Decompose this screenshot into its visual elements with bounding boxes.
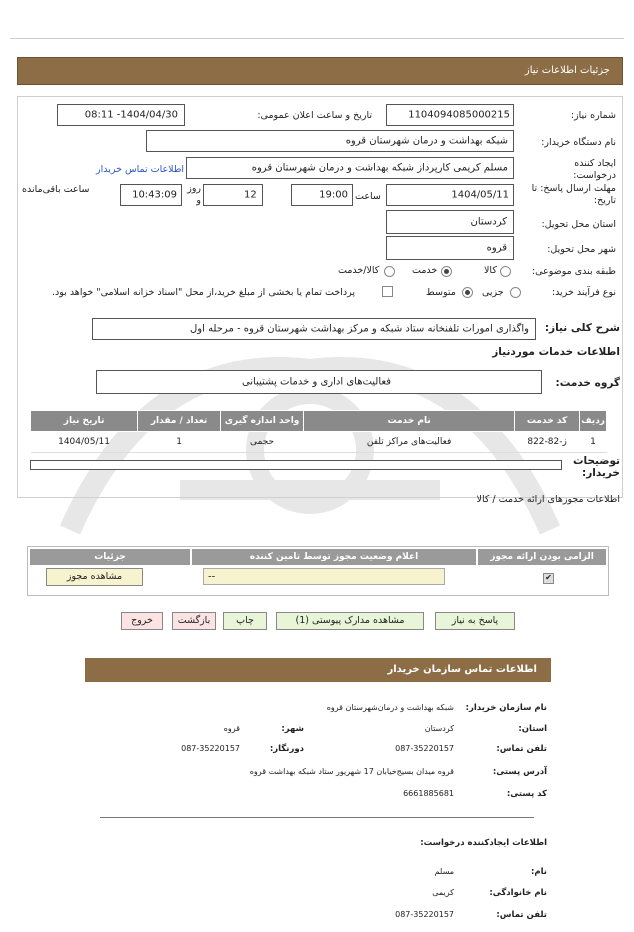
buyer-notes-label: توضیحات خریدار:: [572, 455, 620, 479]
summary-label: شرح کلی نیاز:: [544, 322, 620, 334]
license-col-status: اعلام وضعیت مجوز توسط تامین کننده: [192, 549, 476, 565]
contact-phone-value: 087-35220157: [395, 744, 454, 753]
cell-date: 1404/05/11: [31, 432, 138, 453]
process-option-medium: متوسط: [426, 287, 456, 298]
category-option-both: کالا/خدمت: [338, 265, 380, 276]
contact-address-label: آدرس پستی:: [492, 767, 547, 777]
license-required-checkbox: ✔: [543, 573, 554, 584]
days-label: روز و: [187, 183, 201, 206]
creator-phone-value: 087-35220157: [395, 910, 454, 919]
treasury-checkbox[interactable]: [382, 286, 393, 297]
contact-fax-label: دورنگار:: [269, 744, 304, 754]
contact-phone-label: تلفن تماس:: [496, 744, 547, 754]
buyer-org-label: نام دستگاه خریدار:: [541, 137, 616, 148]
contact-city-value: قروه: [223, 724, 240, 733]
process-minor-radio[interactable]: [510, 287, 521, 298]
service-group-label: گروه خدمت:: [555, 377, 620, 389]
deadline-label: مهلت ارسال پاسخ: تا تاریخ:: [531, 183, 616, 206]
creator-family-label: نام خانوادگی:: [489, 888, 547, 898]
cell-row: 1: [580, 432, 607, 453]
announce-label: تاریخ و ساعت اعلان عمومی:: [257, 110, 372, 121]
exit-button[interactable]: خروج: [121, 612, 163, 630]
province-label: استان محل تحویل:: [541, 219, 616, 230]
contact-province-value: کردستان: [424, 724, 454, 733]
deadline-time-field: 19:00: [291, 184, 353, 206]
contact-org-value: شبکه بهداشت و درمان‌شهرستان قروه: [326, 703, 454, 712]
col-row: ردیف: [580, 411, 607, 432]
process-label: نوع فرآیند خرید:: [551, 287, 616, 298]
contact-title: اطلاعات تماس سازمان خریدار: [387, 664, 537, 675]
contact-city-label: شهر:: [281, 724, 304, 734]
category-option-goods: کالا: [484, 265, 497, 276]
category-both-radio[interactable]: [384, 266, 395, 277]
need-number-field: 1104094085000215: [386, 104, 514, 126]
col-quantity: تعداد / مقدار: [138, 411, 221, 432]
creator-info-title: اطلاعات ایجادکننده درخواست:: [420, 838, 547, 848]
contact-fax-value: 087-35220157: [181, 744, 240, 753]
creator-label: ایجاد کننده درخواست:: [573, 158, 616, 181]
col-unit: واحد اندازه گیری: [221, 411, 304, 432]
buyer-notes-field: [30, 460, 562, 470]
contact-divider: [100, 817, 534, 818]
buyer-org-field: شبکه بهداشت و درمان شهرستان قروه: [146, 130, 514, 152]
contact-postal-value: 6661885681: [403, 789, 454, 798]
print-button[interactable]: چاپ: [223, 612, 267, 630]
license-col-details: جزئیات: [30, 549, 190, 565]
col-code: کد خدمت: [515, 411, 580, 432]
table-row: [31, 432, 607, 453]
license-status-field[interactable]: --: [203, 568, 445, 585]
creator-field: مسلم کریمی کارپرداز شبکه بهداشت و درمان شهرستان قروه: [186, 157, 514, 179]
contact-postal-label: کد پستی:: [506, 789, 547, 799]
need-number-label: شماره نیاز:: [570, 110, 616, 121]
creator-name-label: نام:: [530, 867, 547, 877]
contact-address-value: قروه میدان بسیج‌خیابان 17 شهریور ستاد شبکه بهداشت قروه: [249, 767, 454, 776]
page-title: جزئیات اطلاعات نیاز: [524, 65, 610, 76]
cell-name: فعالیت‌های مراکز تلفن: [304, 432, 515, 453]
province-field: کردستان: [386, 210, 514, 234]
cell-unit: حجمی: [221, 432, 304, 453]
licenses-title: اطلاعات مجوزهای ارائه خدمت / کالا: [476, 494, 620, 505]
service-group-field: فعالیت‌های اداری و خدمات پشتیبانی: [96, 370, 542, 394]
remaining-time-field: 10:43:09: [120, 184, 182, 206]
view-license-button[interactable]: مشاهده مجوز: [46, 568, 143, 586]
days-field: 12: [203, 184, 263, 206]
category-goods-radio[interactable]: [500, 266, 511, 277]
services-table: [30, 410, 607, 453]
payment-note: پرداخت تمام یا بخشی از مبلغ خرید،از محل "اسناد خزانه اسلامی" خواهد بود.: [52, 287, 355, 298]
table-header-row: [31, 411, 607, 432]
category-option-service: خدمت: [412, 265, 438, 276]
top-divider: [10, 38, 624, 39]
col-date: تاریخ نیاز: [31, 411, 138, 432]
attachments-button[interactable]: مشاهده مدارک پیوستی (1): [276, 612, 424, 630]
time-label: ساعت: [355, 191, 381, 202]
creator-phone-label: تلفن تماس:: [496, 910, 547, 920]
process-option-minor: جزیی: [482, 287, 504, 298]
category-label: طبقه بندی موضوعی:: [531, 266, 616, 277]
city-field: قروه: [386, 236, 514, 260]
back-button[interactable]: بازگشت: [172, 612, 216, 630]
deadline-date-field: 1404/05/11: [386, 184, 514, 206]
creator-family-value: کریمی: [432, 888, 454, 897]
creator-name-value: مسلم: [434, 867, 454, 876]
contact-province-label: استان:: [518, 724, 547, 734]
city-label: شهر محل تحویل:: [547, 244, 616, 255]
cell-quantity: 1: [138, 432, 221, 453]
process-medium-radio[interactable]: [462, 287, 473, 298]
contact-org-label: نام سازمان خریدار:: [465, 703, 547, 713]
license-col-required: الزامی بودن ارائه مجوز: [478, 549, 606, 565]
page-header: [17, 57, 623, 85]
remaining-label: ساعت باقی‌مانده: [22, 184, 90, 195]
buyer-contact-link[interactable]: اطلاعات تماس خریدار: [96, 164, 185, 175]
col-name: نام خدمت: [304, 411, 515, 432]
announce-field: 1404/04/30- 08:11: [57, 104, 185, 126]
cell-code: ز-82-822: [515, 432, 580, 453]
reply-button[interactable]: پاسخ به نیاز: [435, 612, 515, 630]
contact-section-header: [85, 658, 551, 682]
summary-field: واگذاری امورات تلفنخانه ستاد شبکه و مرکز بهداشت شهرستان قروه - مرحله اول: [92, 318, 536, 340]
services-title: اطلاعات خدمات موردنیاز: [492, 346, 620, 358]
category-service-radio[interactable]: [441, 266, 452, 277]
